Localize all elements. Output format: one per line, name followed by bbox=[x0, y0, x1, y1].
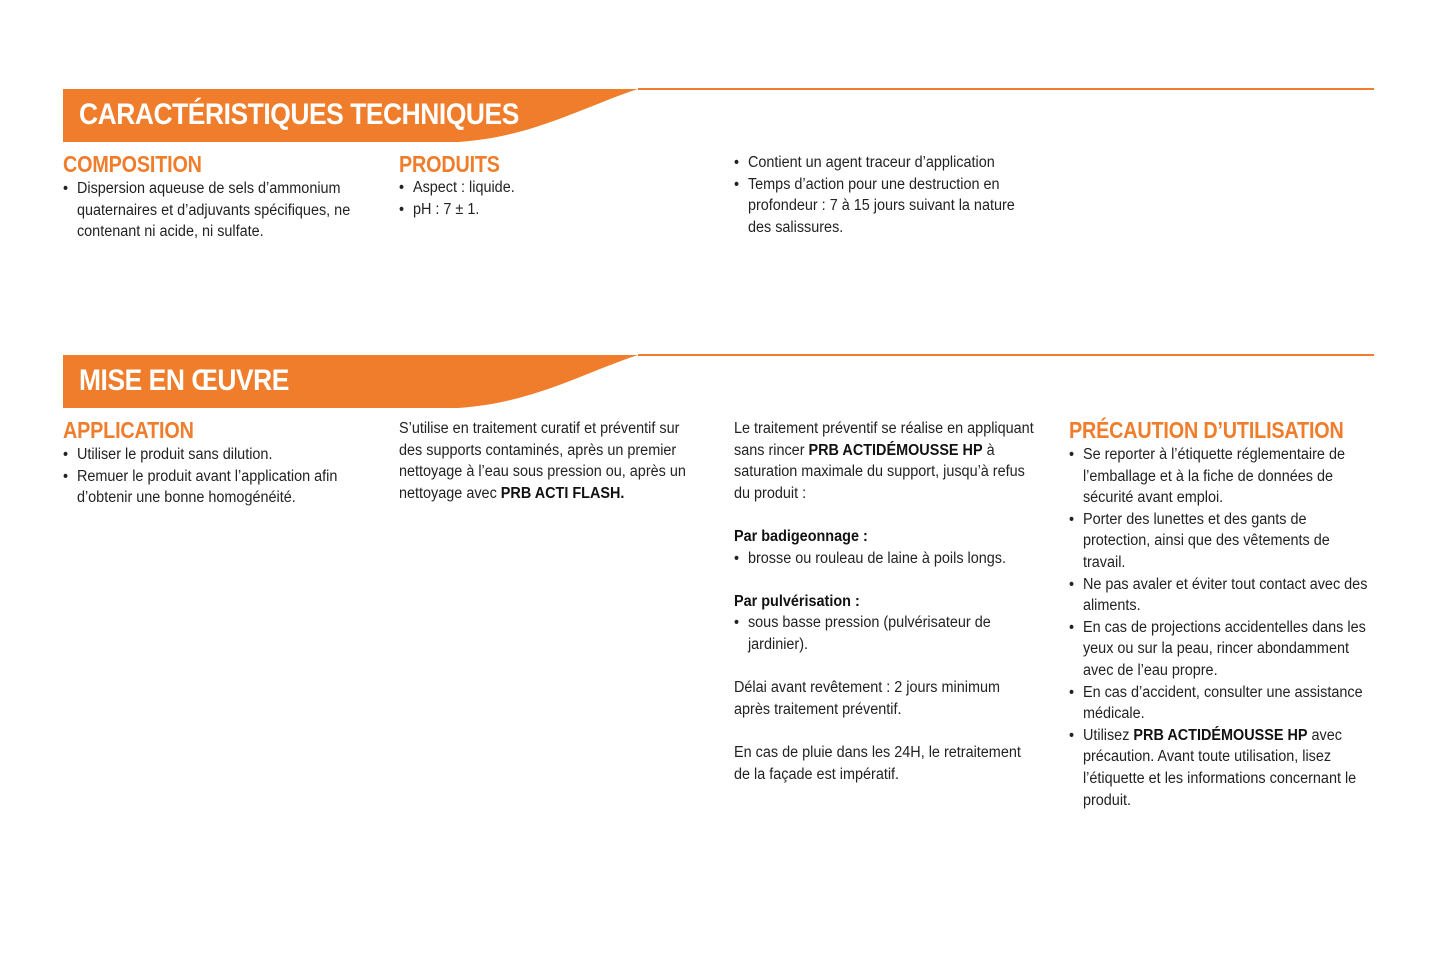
caracteristiques-column-3 bbox=[734, 152, 1059, 238]
product-name: PRB ACTIDÉMOUSSE HP bbox=[808, 441, 983, 459]
list-item: • En cas de projections accidentelles dans les yeux ou sur la peau, rincer abondamment avec de l’eau propre. bbox=[1069, 617, 1368, 682]
list-item: • Utilisez PRB ACTIDÉMOUSSE HP avec précaution. Avant toute utilisation, lisez l’étiquette et les informations concernant le produit. bbox=[1069, 725, 1368, 811]
pluie-paragraph: En cas de pluie dans les 24H, le retraitement de la façade est impératif. bbox=[734, 743, 1021, 783]
list-item: • Contient un agent traceur d’application bbox=[734, 152, 1036, 174]
list-item: • Temps d’action pour une destruction en profondeur : 7 à 15 jours suivant la nature des salissures. bbox=[734, 174, 1036, 239]
delai-paragraph: Délai avant revêtement : 2 jours minimum après traitement préventif. bbox=[734, 679, 1000, 718]
produits-column bbox=[399, 151, 719, 220]
list-item: • sous basse pression (pulvérisateur de jardinier). bbox=[734, 612, 1039, 655]
list-item: • brosse ou rouleau de laine à poils longs. bbox=[734, 548, 1039, 570]
badigeonnage-label: Par badigeonnage : bbox=[734, 527, 868, 545]
list-item: • pH : 7 ± 1. bbox=[399, 199, 697, 221]
application-heading: APPLICATION bbox=[63, 417, 194, 443]
precaution-heading: PRÉCAUTION D’UTILISATION bbox=[1069, 417, 1344, 443]
preventif-paragraph: Le traitement préventif se réalise en appliquant sans rincer PRB ACTIDÉMOUSSE HP à saturation maximale du support, jusqu’à refus du produit : bbox=[734, 420, 1034, 502]
list-item: • Aspect : liquide. bbox=[399, 177, 697, 199]
composition-column bbox=[63, 151, 383, 243]
list-item: • Porter des lunettes et des gants de protection, ainsi que des vêtements de travail. bbox=[1069, 509, 1368, 574]
application-column bbox=[63, 417, 383, 509]
curatif-paragraph: S’utilise en traitement curatif et préventif sur des supports contaminés, après un premier nettoyage à l’eau sous pression ou, après un nettoyage avec PRB ACTI FLASH. bbox=[399, 420, 686, 502]
section-title: CARACTÉRISTIQUES TECHNIQUES bbox=[79, 98, 519, 131]
mise-en-oeuvre-column-2 bbox=[399, 418, 719, 504]
pulverisation-label: Par pulvérisation : bbox=[734, 592, 860, 610]
section-title: MISE EN ŒUVRE bbox=[79, 364, 289, 397]
composition-heading: COMPOSITION bbox=[63, 151, 202, 177]
list-item: • Utiliser le produit sans dilution. bbox=[63, 444, 361, 466]
product-name: PRB ACTI FLASH. bbox=[500, 484, 625, 502]
list-item: • Dispersion aqueuse de sels d’ammonium quaternaires et d’adjuvants spécifiques, ne contenant ni acide, ni sulfate. bbox=[63, 178, 361, 243]
produits-heading: PRODUITS bbox=[399, 151, 500, 177]
precaution-column bbox=[1069, 417, 1391, 811]
mise-en-oeuvre-column-3 bbox=[734, 418, 1062, 785]
list-item: • Se reporter à l’étiquette réglementaire de l’emballage et à la fiche de données de sécurité avant emploi. bbox=[1069, 444, 1368, 509]
list-item: • Remuer le produit avant l’application afin d’obtenir une bonne homogénéité. bbox=[63, 466, 361, 509]
list-item: • En cas d’accident, consulter une assistance médicale. bbox=[1069, 682, 1368, 725]
list-item: • Ne pas avaler et éviter tout contact avec des aliments. bbox=[1069, 574, 1368, 617]
product-name: PRB ACTIDÉMOUSSE HP bbox=[1133, 726, 1308, 744]
